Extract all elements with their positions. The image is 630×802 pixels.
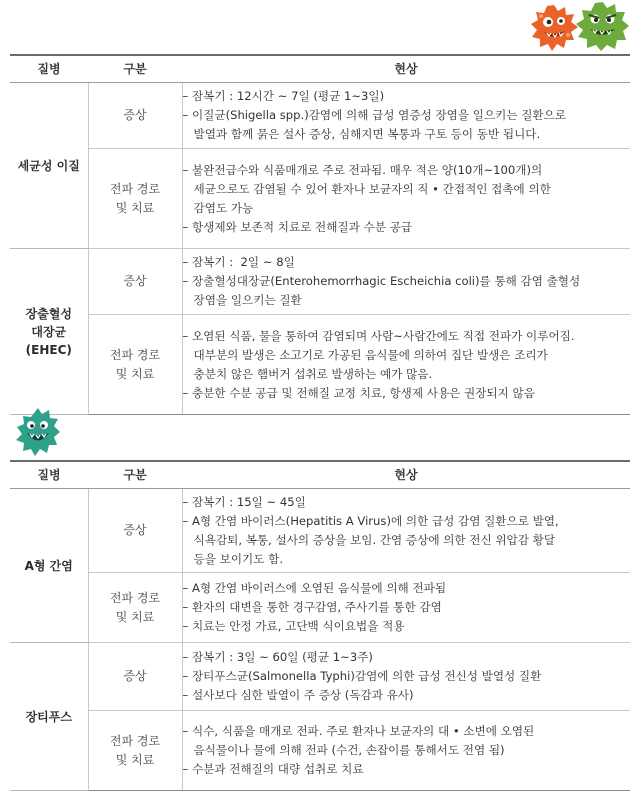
table-row xyxy=(10,711,630,791)
table-row xyxy=(10,149,630,249)
description-cell: – 오염된 식품, 물을 통하여 감염되며 사람~사람간에도 직접 전파가 이루어짐. 대부분의 발생은 소고기로 가공된 음식물에 의하여 집단 발생은 조리가 충분치 않은 햄버거 섭취로 발생하는 예가 많음. – 충분한 수분 공급 및 전해질 교정 치료, 항생제 사용은 권장되지 않음 xyxy=(182,315,630,415)
header-phenomenon: 현상 xyxy=(182,55,630,83)
header-category: 구분 xyxy=(88,55,182,83)
category-label: 전파 경로 및 치료 xyxy=(88,573,182,643)
category-label: 전파 경로 및 치료 xyxy=(88,315,182,415)
disease-table-2 xyxy=(10,460,630,791)
disease-name: 장출혈성 대장균 (EHEC) xyxy=(10,249,88,415)
teal-germ-monster-icon xyxy=(14,406,62,458)
table-row xyxy=(10,643,630,711)
category-label: 증상 xyxy=(88,489,182,573)
disease-name: 세균성 이질 xyxy=(10,83,88,249)
category-label: 증상 xyxy=(88,643,182,711)
description-cell: – 잠복기 : 3일 ~ 60일 (평균 1~3주) – 장티푸스균(Salmonella Typhi)감염에 의한 급성 전신성 발열성 질환 – 설사보다 심한 발열이 주 증상 (독감과 유사) xyxy=(182,643,630,711)
description-cell: – 잠복기 : 2일 ~ 8일 – 장출혈성대장균(Enterohemorrhagic Escheichia coli)를 통해 감염 출혈성 장염을 일으키는 질환 xyxy=(182,249,630,315)
header-disease: 질병 xyxy=(10,461,88,489)
category-label: 증상 xyxy=(88,249,182,315)
category-label: 증상 xyxy=(88,83,182,149)
table-row xyxy=(10,249,630,315)
description-cell: – A형 간염 바이러스에 오염된 음식물에 의해 전파됨 – 환자의 대변을 통한 경구감염, 주사기를 통한 감염 – 치료는 안정 가료, 고단백 식이요법을 적용 xyxy=(182,573,630,643)
table-row xyxy=(10,489,630,573)
table-row xyxy=(10,573,630,643)
description-cell: – 불완전급수와 식품매개로 주로 전파됨. 매우 적은 양(10개~100개)의 세균으로도 감염될 수 있어 환자나 보균자의 직 • 간접적인 접촉에 의한 감염도 가능 – 항생제와 보존적 치료로 전해질과 수분 공급 xyxy=(182,149,630,249)
disease-name: A형 간염 xyxy=(10,489,88,643)
header-phenomenon: 현상 xyxy=(182,461,630,489)
disease-table-1 xyxy=(10,54,630,415)
disease-name: 장티푸스 xyxy=(10,643,88,791)
description-cell: – 잠복기 : 15일 ~ 45일 – A형 간염 바이러스(Hepatitis A Virus)에 의한 급성 감염 질환으로 발열, 식욕감퇴, 복통, 설사의 증상을 보임. 간염 증상에 의한 전신 위압감 황달 등을 보이기도 함. xyxy=(182,489,630,573)
table-header-row xyxy=(10,461,630,489)
table-header-row xyxy=(10,55,630,83)
description-cell: – 식수, 식품을 매개로 전파. 주로 환자나 보균자의 대 • 소변에 오염된 음식물이나 물에 의해 전파 (수건, 손잡이를 통해서도 전염 됨) – 수분과 전해질의 대량 섭취로 치료 xyxy=(182,711,630,791)
header-disease: 질병 xyxy=(10,55,88,83)
category-label: 전파 경로 및 치료 xyxy=(88,149,182,249)
header-category: 구분 xyxy=(88,461,182,489)
category-label: 전파 경로 및 치료 xyxy=(88,711,182,791)
description-cell: – 잠복기 : 12시간 ~ 7일 (평균 1~3일) – 이질균(Shigella spp.)감염에 의해 급성 염증성 장염을 일으키는 질환으로 발열과 함께 묽은 설사 증상, 심해지면 복통과 구토 등이 동반 됩니다. xyxy=(182,83,630,149)
green-germ-monster-icon xyxy=(573,0,630,52)
table-row xyxy=(10,315,630,415)
table-row xyxy=(10,83,630,149)
